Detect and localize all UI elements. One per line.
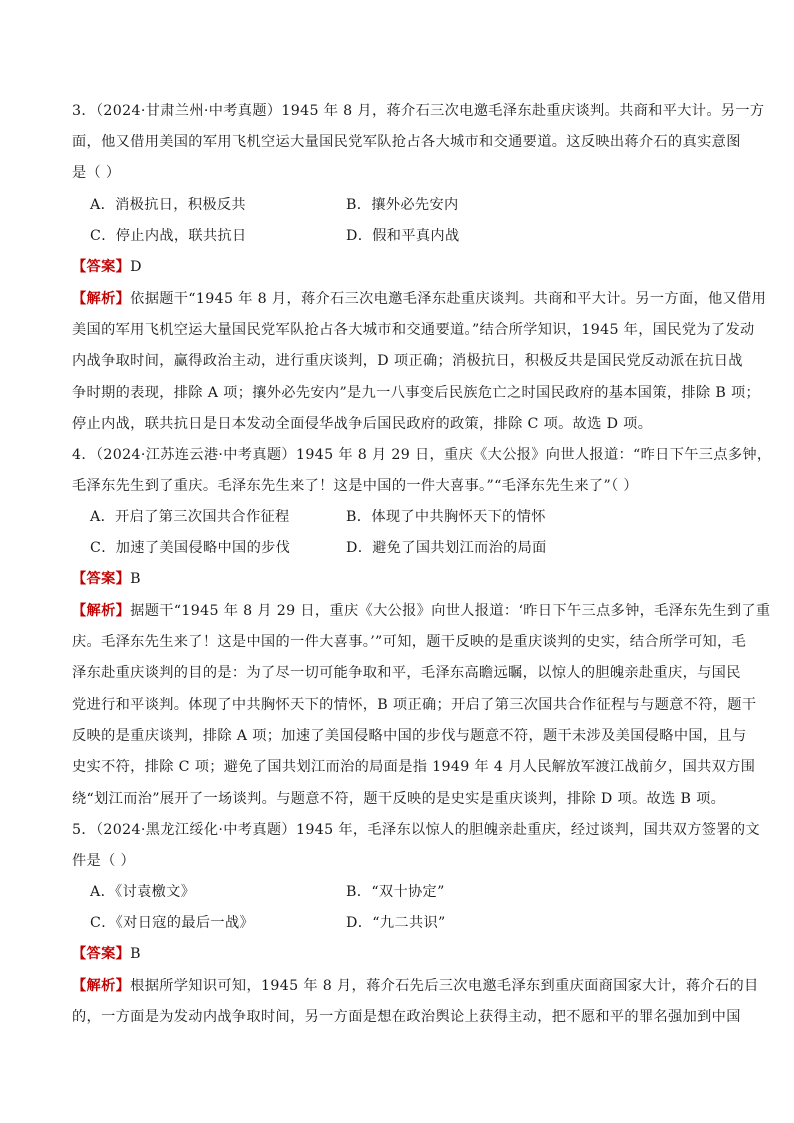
question-4-answer: [72, 569, 141, 589]
question-5-analysis-line-2: 的，一方面是为发动内战争取时间，另一方面是想在政治舆论上获得主动，把不愿和平的罪名强加到中国: [72, 1009, 741, 1025]
question-5-option-c: C．《对日寇的最后一战》: [90, 915, 255, 931]
question-3-option-d: D．假和平真内战: [346, 228, 460, 244]
question-4-analysis-line-7: 绕“划江而治”展开了一场谈判。与题意不符，题干反映的是史实是重庆谈判，排除 D 项。故选 B 项。: [72, 791, 726, 807]
analysis-tag: 【解析】: [72, 291, 131, 307]
question-5-stem-line-2: 件是（ ）: [72, 853, 136, 869]
question-4-analysis-line-1: [72, 601, 770, 621]
question-3-stem-line-3: 是（ ）: [72, 165, 121, 181]
question-3-answer: [72, 257, 142, 277]
question-4-analysis-line-4: 党进行和平谈判。体现了中共胸怀天下的情怀，B 项正确；开启了第三次国共合作征程与与题意不符，题干: [72, 697, 757, 713]
question-4-analysis-line-6: 史实不符，排除 C 项；避免了国共划江而治的局面是指 1949 年 4 月人民解放军渡江战前夕，国共双方围: [72, 759, 756, 775]
question-3-option-b: B．攘外必先安内: [346, 197, 459, 213]
question-4-option-a: A．开启了第三次国共合作征程: [90, 509, 290, 525]
question-5-option-d: D．“九二共识”: [346, 915, 446, 931]
question-3-option-c: C．停止内战，联共抗日: [90, 228, 247, 244]
question-3-analysis-line-5: 停止内战，联共抗日是日本发动全面侵华战争后国民政府的政策，排除 C 项。故选 D 项。: [72, 416, 653, 432]
question-3-analysis-line-4: 争时期的表现，排除 A 项；攘外必先安内”是九一八事变后民族危亡之时国民政府的基本国策，排除 B 项；: [72, 385, 761, 401]
question-4-option-d: D．避免了国共划江而治的局面: [346, 540, 547, 556]
question-3-stem-line-1: 3．（2024·甘肃兰州·中考真题）1945 年 8 月，蒋介石三次电邀毛泽东赴重庆谈判。共商和平大计。另一方: [72, 103, 765, 119]
answer-tag: 【答案】: [72, 259, 131, 275]
analysis-tag: 【解析】: [72, 603, 131, 619]
question-4-analysis-line-2: 庆。毛泽东先生来了！这是中国的一件大喜事。’”可知，题干反映的是重庆谈判的史实，结合所学可知，毛: [72, 634, 747, 650]
question-3-option-a: A．消极抗日，积极反共: [90, 197, 246, 213]
answer-value: D: [130, 259, 142, 275]
question-4-stem-line-1: 4．（2024·江苏连云港·中考真题）1945 年 8 月 29 日，重庆《大公报》向世人报道：“昨日下午三点多钟，: [72, 447, 772, 463]
answer-tag: 【答案】: [72, 946, 131, 962]
analysis-text: 依据题干“1945 年 8 月，蒋介石三次电邀毛泽东赴重庆谈判。共商和平大计。另一方面，他又借用: [130, 291, 767, 307]
question-4-option-b: B．体现了中共胸怀天下的情怀: [346, 509, 546, 525]
answer-value: B: [130, 571, 141, 587]
question-4-analysis-line-5: 反映的是重庆谈判，排除 A 项；加速了美国侵略中国的步伐与题意不符，题干未涉及美国侵略中国，且与: [72, 728, 747, 744]
question-3-analysis-line-1: [72, 289, 766, 309]
question-3-stem-line-2: 面，他又借用美国的军用飞机空运大量国民党军队抢占各大城市和交通要道。这反映出蒋介石的真实意图: [72, 134, 741, 150]
question-5-analysis-line-1: [72, 976, 759, 996]
question-4-option-c: C．加速了美国侵略中国的步伐: [90, 540, 291, 556]
analysis-text: 根据所学知识可知，1945 年 8 月，蒋介石先后三次电邀毛泽东到重庆面商国家大计，蒋介石的目: [130, 978, 759, 994]
question-5-option-a: A．《讨袁檄文》: [90, 884, 196, 900]
question-3-analysis-line-2: 美国的军用飞机空运大量国民党军队抢占各大城市和交通要道。”结合所学知识，1945 年，国民党为了发动: [72, 322, 755, 338]
answer-value: B: [130, 946, 141, 962]
answer-tag: 【答案】: [72, 571, 131, 587]
analysis-text: 据题干“1945 年 8 月 29 日，重庆《大公报》向世人报道：‘昨日下午三点多钟，毛泽东先生到了重: [130, 603, 771, 619]
question-3-analysis-line-3: 内战争取时间，赢得政治主动，进行重庆谈判，D 项正确；消极抗日，积极反共是国民党反动派在抗日战: [72, 353, 743, 369]
question-4-analysis-line-3: 泽东赴重庆谈判的目的是：为了尽一切可能争取和平，毛泽东高瞻远瞩，以惊人的胆魄亲赴重庆，与国民: [72, 665, 741, 681]
question-4-stem-line-2: 毛泽东先生到了重庆。毛泽东先生来了！这是中国的一件大喜事。”“毛泽东先生来了”（ ）: [72, 478, 638, 494]
question-5-stem-line-1: 5．（2024·黑龙江绥化·中考真题）1945 年，毛泽东以惊人的胆魄亲赴重庆，经过谈判，国共双方签署的文: [72, 822, 760, 838]
analysis-tag: 【解析】: [72, 978, 131, 994]
question-5-option-b: B．“双十协定”: [346, 884, 445, 900]
question-5-answer: [72, 944, 141, 964]
